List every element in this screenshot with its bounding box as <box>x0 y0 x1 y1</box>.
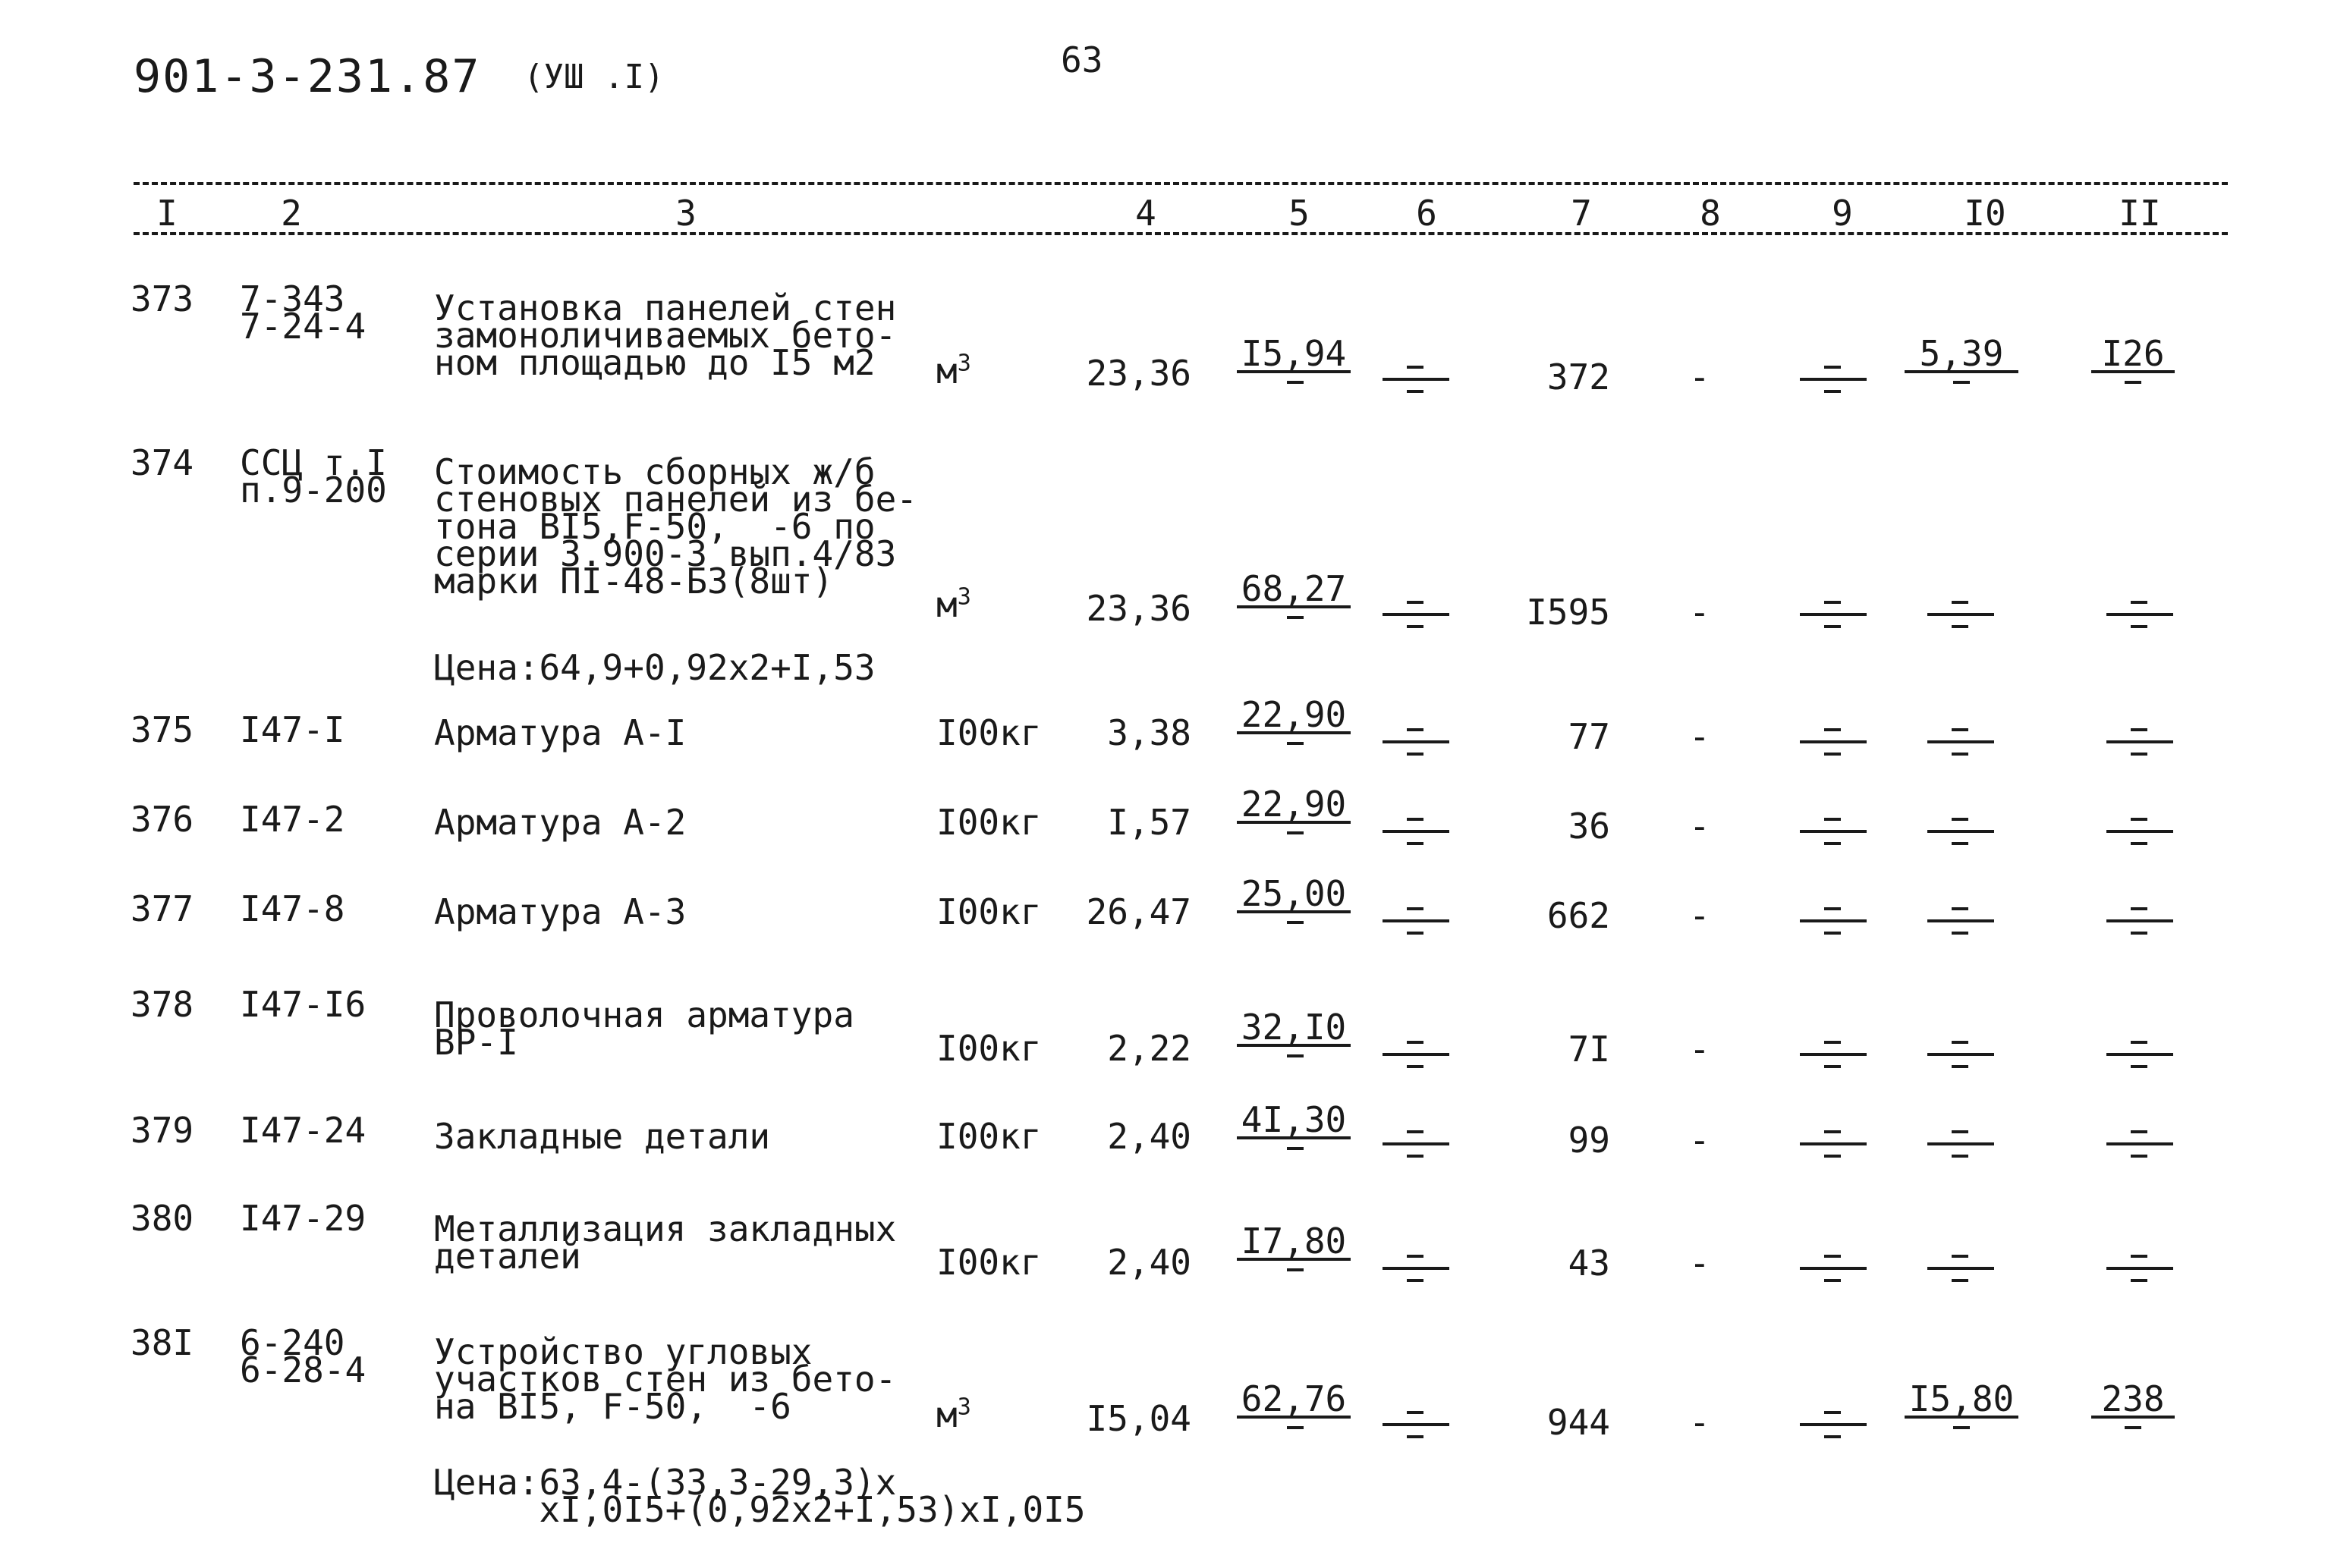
unit-price: 25,00 <box>1237 878 1351 927</box>
column-header-9: 9 <box>1832 193 1853 234</box>
col8-dash: - <box>1689 1120 1710 1161</box>
quantity: 2,22 <box>1107 1028 1191 1069</box>
norm-code: 7-343 7-24-4 <box>240 278 366 347</box>
total-cost: 7I <box>1568 1029 1610 1070</box>
col8-dash: - <box>1689 895 1710 936</box>
work-description: Стоимость сборных ж/б стеновых панелей из бе- тона BI5,F-50, -6 по серии 3.900-3 вып.4/83 марки ПI-48-Б3(8шт) <box>434 451 917 602</box>
col8-dash: - <box>1689 592 1710 633</box>
quantity: 23,36 <box>1086 353 1191 394</box>
total-cost: 662 <box>1546 895 1610 936</box>
quantity: 23,36 <box>1086 588 1191 629</box>
total-cost: 99 <box>1568 1120 1610 1161</box>
fraction-mark-col10 <box>1927 1127 1994 1161</box>
unit-price: 4I,30 <box>1237 1105 1351 1153</box>
unit-label: I00кг <box>936 712 1042 753</box>
col8-dash: - <box>1689 1243 1710 1284</box>
fraction-mark-col11 <box>2106 815 2173 848</box>
fraction-mark-col9 <box>1800 725 1867 759</box>
fraction-mark-col6 <box>1383 1252 1449 1285</box>
fraction-mark-col9 <box>1800 1127 1867 1161</box>
unit-label: I00кг <box>936 891 1042 932</box>
fraction-mark-col10 <box>1927 1038 1994 1071</box>
fraction-mark-col6 <box>1383 904 1449 938</box>
norm-code: I47-29 <box>240 1198 366 1239</box>
unit-price: I7,80 <box>1237 1226 1351 1274</box>
unit-label: I00кг <box>936 1116 1042 1157</box>
fraction-mark-col11 <box>2106 1252 2173 1285</box>
quantity: 2,40 <box>1107 1242 1191 1283</box>
column-header-10: I0 <box>1964 193 2006 234</box>
norm-code: I47-I6 <box>240 984 366 1025</box>
col8-dash: - <box>1689 357 1710 397</box>
fraction-mark-col6 <box>1383 815 1449 848</box>
unit-label: I00кг <box>936 1028 1042 1069</box>
page-number: 63 <box>1061 39 1103 80</box>
col8-dash: - <box>1689 1029 1710 1070</box>
fraction-mark-col9 <box>1800 363 1867 396</box>
fraction-mark-col9 <box>1800 904 1867 938</box>
fraction-mark-col10 <box>1927 725 1994 759</box>
total-cost: I595 <box>1526 592 1610 633</box>
fraction-mark-col11 <box>2106 598 2173 631</box>
unit-label: $м^3$ <box>936 350 971 392</box>
unit-price: I5,94 <box>1237 338 1351 387</box>
column-header-4: 4 <box>1135 193 1156 234</box>
work-description: Устройство угловых участков стен из бето- на BI5, F-50, -6 <box>434 1331 897 1427</box>
total-cost: 372 <box>1546 357 1610 397</box>
norm-code: I47-2 <box>240 799 345 840</box>
fraction-mark-col11 <box>2106 904 2173 938</box>
fraction-mark-col9 <box>1800 1038 1867 1071</box>
work-description: Арматура А-I <box>434 712 687 753</box>
total-cost: 36 <box>1568 806 1610 847</box>
row-number: 374 <box>131 442 194 483</box>
fraction-mark-col6 <box>1383 725 1449 759</box>
row-number: 376 <box>131 799 194 840</box>
col8-dash: - <box>1689 1402 1710 1443</box>
norm-code: I47-24 <box>240 1110 366 1151</box>
norm-code: 6-240 6-28-4 <box>240 1322 366 1390</box>
price-note: Цена:64,9+0,92x2+I,53 <box>434 647 876 688</box>
work-description: Закладные детали <box>434 1116 771 1157</box>
row-number: 375 <box>131 709 194 750</box>
row-number: 379 <box>131 1110 194 1151</box>
column-header-1: I <box>156 193 178 234</box>
work-description: Арматура А-3 <box>434 891 687 932</box>
fraction-mark-col10 <box>1927 598 1994 631</box>
col11-value: 238 <box>2091 1384 2175 1432</box>
column-header-6: 6 <box>1416 193 1437 234</box>
unit-price: 22,90 <box>1237 699 1351 748</box>
col11-value: I26 <box>2091 338 2175 387</box>
fraction-mark-col6 <box>1383 1408 1449 1441</box>
col10-value: 5,39 <box>1905 338 2018 387</box>
work-description: Проволочная арматура ВР-I <box>434 995 854 1063</box>
fraction-mark-col6 <box>1383 363 1449 396</box>
norm-code: I47-8 <box>240 888 345 929</box>
fraction-mark-col9 <box>1800 1408 1867 1441</box>
norm-code: I47-I <box>240 709 345 750</box>
price-note: Цена:63,4-(33,3-29,3)x xI,0I5+(0,92x2+I,53)xI,0I5 <box>434 1462 1086 1530</box>
fraction-mark-col10 <box>1927 904 1994 938</box>
column-header-7: 7 <box>1571 193 1592 234</box>
total-cost: 944 <box>1546 1402 1610 1443</box>
col10-value: I5,80 <box>1905 1384 2018 1432</box>
column-header-5: 5 <box>1288 193 1310 234</box>
total-cost: 77 <box>1568 716 1610 757</box>
column-header-11: II <box>2119 193 2161 234</box>
unit-price: 68,27 <box>1237 573 1351 622</box>
fraction-mark-col11 <box>2106 1038 2173 1071</box>
quantity: I5,04 <box>1086 1398 1191 1439</box>
fraction-mark-col6 <box>1383 1127 1449 1161</box>
work-description: Арматура А-2 <box>434 802 687 843</box>
fraction-mark-col9 <box>1800 815 1867 848</box>
column-header-8: 8 <box>1700 193 1721 234</box>
unit-label: I00кг <box>936 1242 1042 1283</box>
row-number: 378 <box>131 984 194 1025</box>
fraction-mark-col9 <box>1800 1252 1867 1285</box>
header-rule-top <box>134 182 2228 185</box>
row-number: 38I <box>131 1322 194 1363</box>
quantity: 26,47 <box>1086 891 1191 932</box>
unit-price: 22,90 <box>1237 789 1351 837</box>
fraction-mark-col6 <box>1383 1038 1449 1071</box>
fraction-mark-col10 <box>1927 815 1994 848</box>
fraction-mark-col11 <box>2106 725 2173 759</box>
unit-label: I00кг <box>936 802 1042 843</box>
quantity: I,57 <box>1107 802 1191 843</box>
row-number: 377 <box>131 888 194 929</box>
work-description: Установка панелей стен замоноличиваемых бето- ном площадью до I5 м2 <box>434 288 897 383</box>
total-cost: 43 <box>1568 1243 1610 1284</box>
fraction-mark-col11 <box>2106 1127 2173 1161</box>
column-header-2: 2 <box>281 193 302 234</box>
col8-dash: - <box>1689 806 1710 847</box>
row-number: 380 <box>131 1198 194 1239</box>
unit-label: $м^3$ <box>936 1394 971 1436</box>
fraction-mark-col9 <box>1800 598 1867 631</box>
quantity: 2,40 <box>1107 1116 1191 1157</box>
fraction-mark-col10 <box>1927 1252 1994 1285</box>
row-number: 373 <box>131 278 194 319</box>
norm-code: ССЦ т.I п.9-200 <box>240 442 387 511</box>
document-code: 901-3-231.87 <box>134 50 481 103</box>
work-description: Металлизация закладных деталей <box>434 1208 897 1277</box>
unit-price: 62,76 <box>1237 1384 1351 1432</box>
header-rule-bottom <box>134 232 2228 235</box>
col8-dash: - <box>1689 716 1710 757</box>
fraction-mark-col6 <box>1383 598 1449 631</box>
unit-price: 32,I0 <box>1237 1012 1351 1061</box>
column-header-3: 3 <box>675 193 697 234</box>
sheet-reference: (УШ .I) <box>524 58 665 96</box>
unit-label: $м^3$ <box>936 584 971 626</box>
quantity: 3,38 <box>1107 712 1191 753</box>
